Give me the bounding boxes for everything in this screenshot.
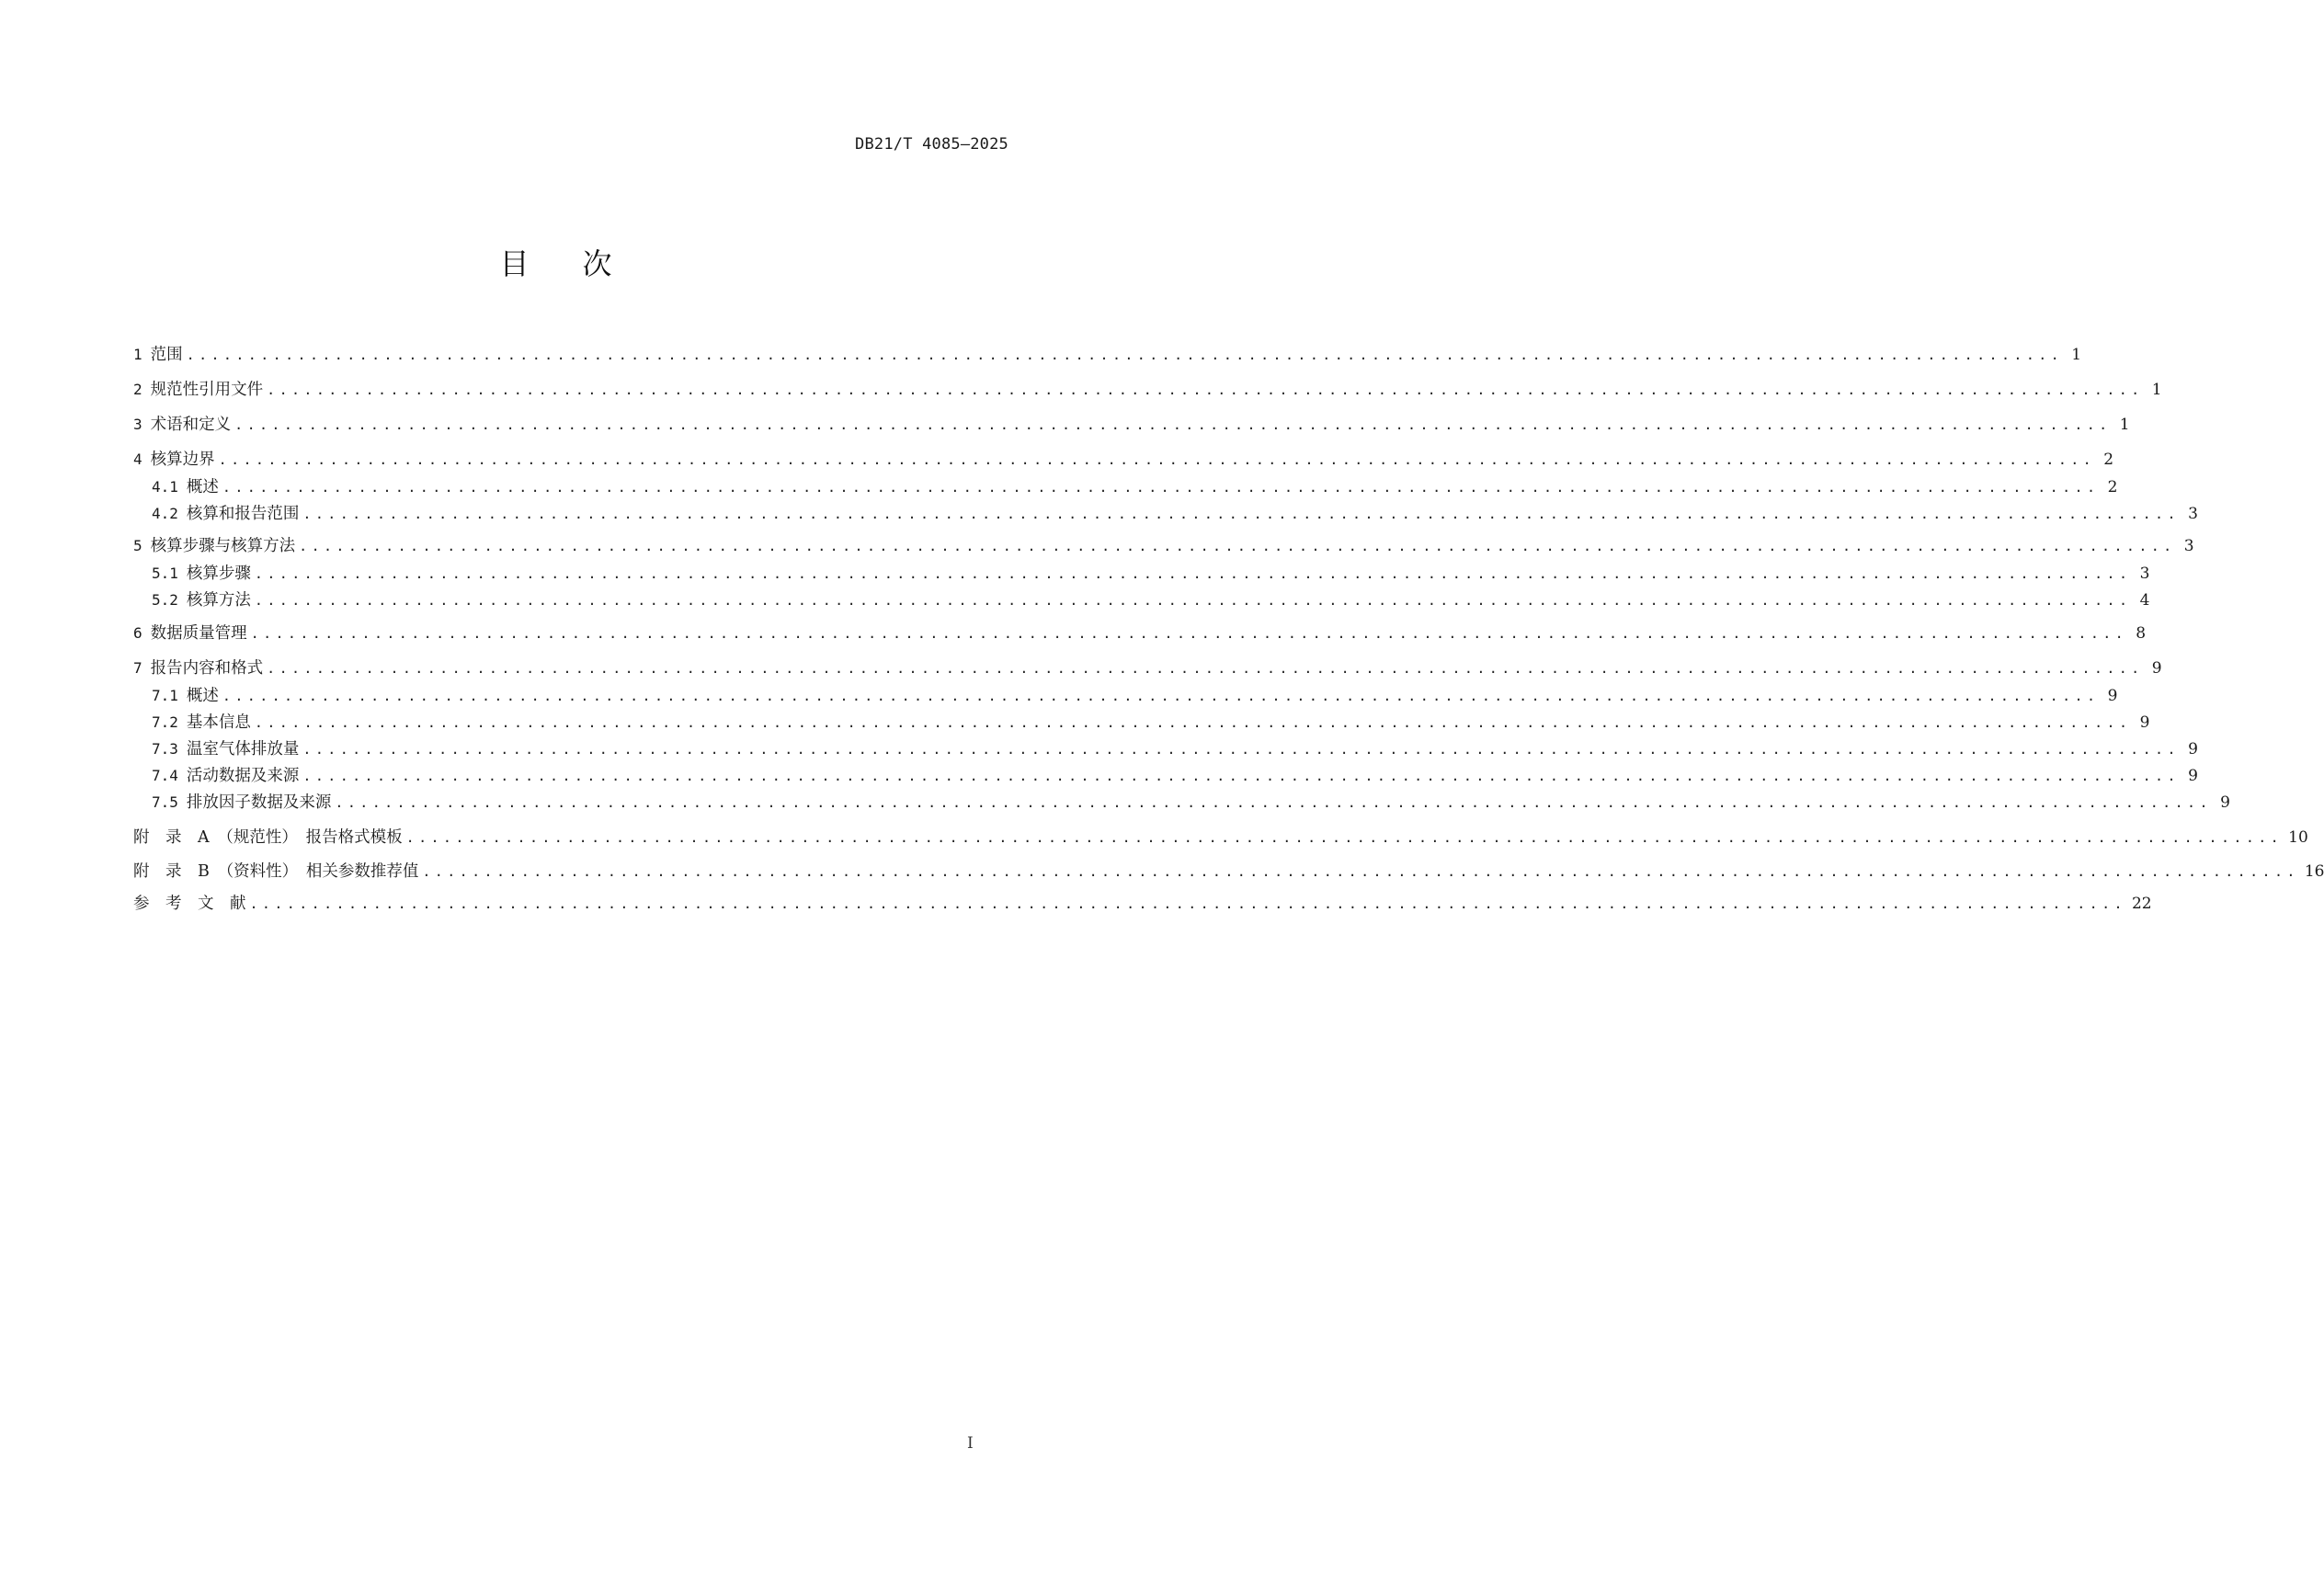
toc-entry-page: 3	[2188, 505, 2198, 523]
toc-entry-4-2[interactable]	[152, 502, 2198, 526]
toc-entry-7-2[interactable]	[152, 711, 2150, 735]
toc-entry-page: 9	[2151, 659, 2162, 678]
dot-leader: ........................................................................................................................................................	[218, 451, 2096, 468]
toc-title: 目次	[499, 246, 666, 281]
toc-entry-label: 参 考 文 献	[133, 895, 246, 913]
toc-entry-number: 5.2	[152, 591, 178, 609]
dot-leader: ........................................................................................................................................................	[302, 768, 2180, 784]
toc-entry-label: 核算边界	[150, 451, 215, 469]
toc-entry-label: 排放因子数据及来源	[186, 793, 332, 812]
toc-entry-3[interactable]	[133, 413, 2130, 437]
toc-entry-5[interactable]	[133, 534, 2194, 558]
toc-entry-page: 4	[2139, 591, 2150, 610]
toc-entry-label: 概述	[186, 687, 219, 705]
toc-entry-7-5[interactable]	[152, 791, 2230, 815]
dot-leader: ........................................................................................................................................................	[299, 538, 2176, 554]
dot-leader: ........................................................................................................................................................	[186, 347, 2064, 363]
dot-leader: ........................................................................................................................................................	[249, 895, 2126, 912]
dot-leader: ........................................................................................................................................................	[302, 741, 2180, 758]
toc-entry-6[interactable]	[133, 622, 2147, 645]
toc-entry-number: 6	[133, 624, 142, 642]
toc-entry-number: 3	[133, 416, 142, 433]
page-number: I	[967, 1434, 974, 1453]
dot-leader: ........................................................................................................................................................	[222, 479, 2100, 496]
toc-entry-page: 9	[2107, 687, 2118, 705]
toc-entry-page: 8	[2136, 624, 2147, 643]
toc-entry-page: 22	[2131, 895, 2152, 913]
toc-entry-label: 核算步骤	[186, 565, 251, 583]
toc-entry-label: 规范性引用文件	[150, 381, 264, 399]
toc-entry-label: 核算步骤与核算方法	[150, 537, 296, 555]
toc-entry-page: 9	[2139, 713, 2150, 732]
toc-entry-number: 4.1	[152, 478, 178, 496]
toc-entry-page: 2	[2103, 451, 2114, 469]
document-code: DB21/T 4085—2025	[855, 135, 1008, 154]
toc-entry-number: 2	[133, 381, 142, 398]
toc-entry-label: 附 录 A （规范性） 报告格式模板	[133, 828, 403, 847]
toc-entry-page: 9	[2188, 767, 2198, 785]
toc-entry-number: 7.4	[152, 767, 178, 784]
toc-entry-label: 温室气体排放量	[186, 740, 300, 758]
dot-leader: ........................................................................................................................................................	[302, 506, 2180, 522]
dot-leader: ........................................................................................................................................................	[254, 714, 2132, 731]
dot-leader: ........................................................................................................................................................	[254, 565, 2132, 582]
toc-entry-page: 10	[2288, 828, 2308, 847]
toc-entry-number: 7	[133, 659, 142, 677]
toc-entry-label: 附 录 B （资料性） 相关参数推荐值	[133, 862, 419, 881]
toc-entry-7-3[interactable]	[152, 737, 2198, 761]
dot-leader: ........................................................................................................................................................	[250, 625, 2128, 642]
dot-leader: ........................................................................................................................................................	[405, 829, 2284, 846]
toc-entry-1[interactable]	[133, 343, 2082, 367]
toc-entry-2[interactable]	[133, 378, 2162, 402]
toc-entry-label: 核算和报告范围	[186, 505, 300, 523]
toc-entry-label: 数据质量管理	[150, 624, 247, 643]
toc-entry-7[interactable]	[133, 656, 2162, 680]
toc-entry-page: 1	[2071, 346, 2082, 364]
dot-leader: ........................................................................................................................................................	[254, 592, 2132, 609]
toc-entry-appendix-b[interactable]	[133, 860, 2324, 884]
toc-entry-number: 7.2	[152, 713, 178, 731]
toc-entry-label: 概述	[186, 478, 219, 496]
toc-entry-number: 4.2	[152, 505, 178, 522]
toc-entry-number: 5.1	[152, 565, 178, 582]
toc-entry-7-4[interactable]	[152, 764, 2198, 788]
toc-entry-number: 1	[133, 346, 142, 363]
toc-entry-label: 报告内容和格式	[150, 659, 264, 678]
toc-entry-5-2[interactable]	[152, 588, 2150, 612]
toc-entry-page: 16	[2304, 862, 2324, 881]
toc-entry-page: 1	[2119, 416, 2130, 434]
dot-leader: ........................................................................................................................................................	[234, 416, 2112, 433]
toc-entry-number: 4	[133, 451, 142, 468]
dot-leader: ........................................................................................................................................................	[222, 688, 2100, 704]
toc-entry-4-1[interactable]	[152, 475, 2118, 499]
toc-entry-label: 术语和定义	[150, 416, 232, 434]
toc-entry-number: 5	[133, 537, 142, 554]
toc-entry-number: 7.3	[152, 740, 178, 758]
dot-leader: ........................................................................................................................................................	[267, 382, 2144, 398]
toc-entry-page: 1	[2151, 381, 2162, 399]
toc-entry-label: 基本信息	[186, 713, 251, 732]
toc-entry-4[interactable]	[133, 448, 2114, 472]
toc-entry-7-1[interactable]	[152, 684, 2118, 708]
toc-entry-page: 2	[2107, 478, 2118, 496]
toc-entry-label: 核算方法	[186, 591, 251, 610]
toc-entry-5-1[interactable]	[152, 562, 2150, 586]
dot-leader: ........................................................................................................................................................	[335, 794, 2212, 811]
toc-entry-page: 9	[2220, 793, 2230, 812]
dot-leader: ........................................................................................................................................................	[422, 863, 2299, 880]
toc-entry-label: 范围	[150, 346, 183, 364]
toc-entry-appendix-a[interactable]	[133, 826, 2308, 850]
toc-entry-label: 活动数据及来源	[186, 767, 300, 785]
toc-entry-number: 7.5	[152, 793, 178, 811]
toc-entry-page: 3	[2139, 565, 2150, 583]
toc-entry-bibliography[interactable]	[133, 892, 2152, 916]
toc-entry-page: 9	[2188, 740, 2198, 758]
toc-entry-page: 3	[2183, 537, 2194, 555]
toc-entry-number: 7.1	[152, 687, 178, 704]
dot-leader: ........................................................................................................................................................	[267, 660, 2144, 677]
